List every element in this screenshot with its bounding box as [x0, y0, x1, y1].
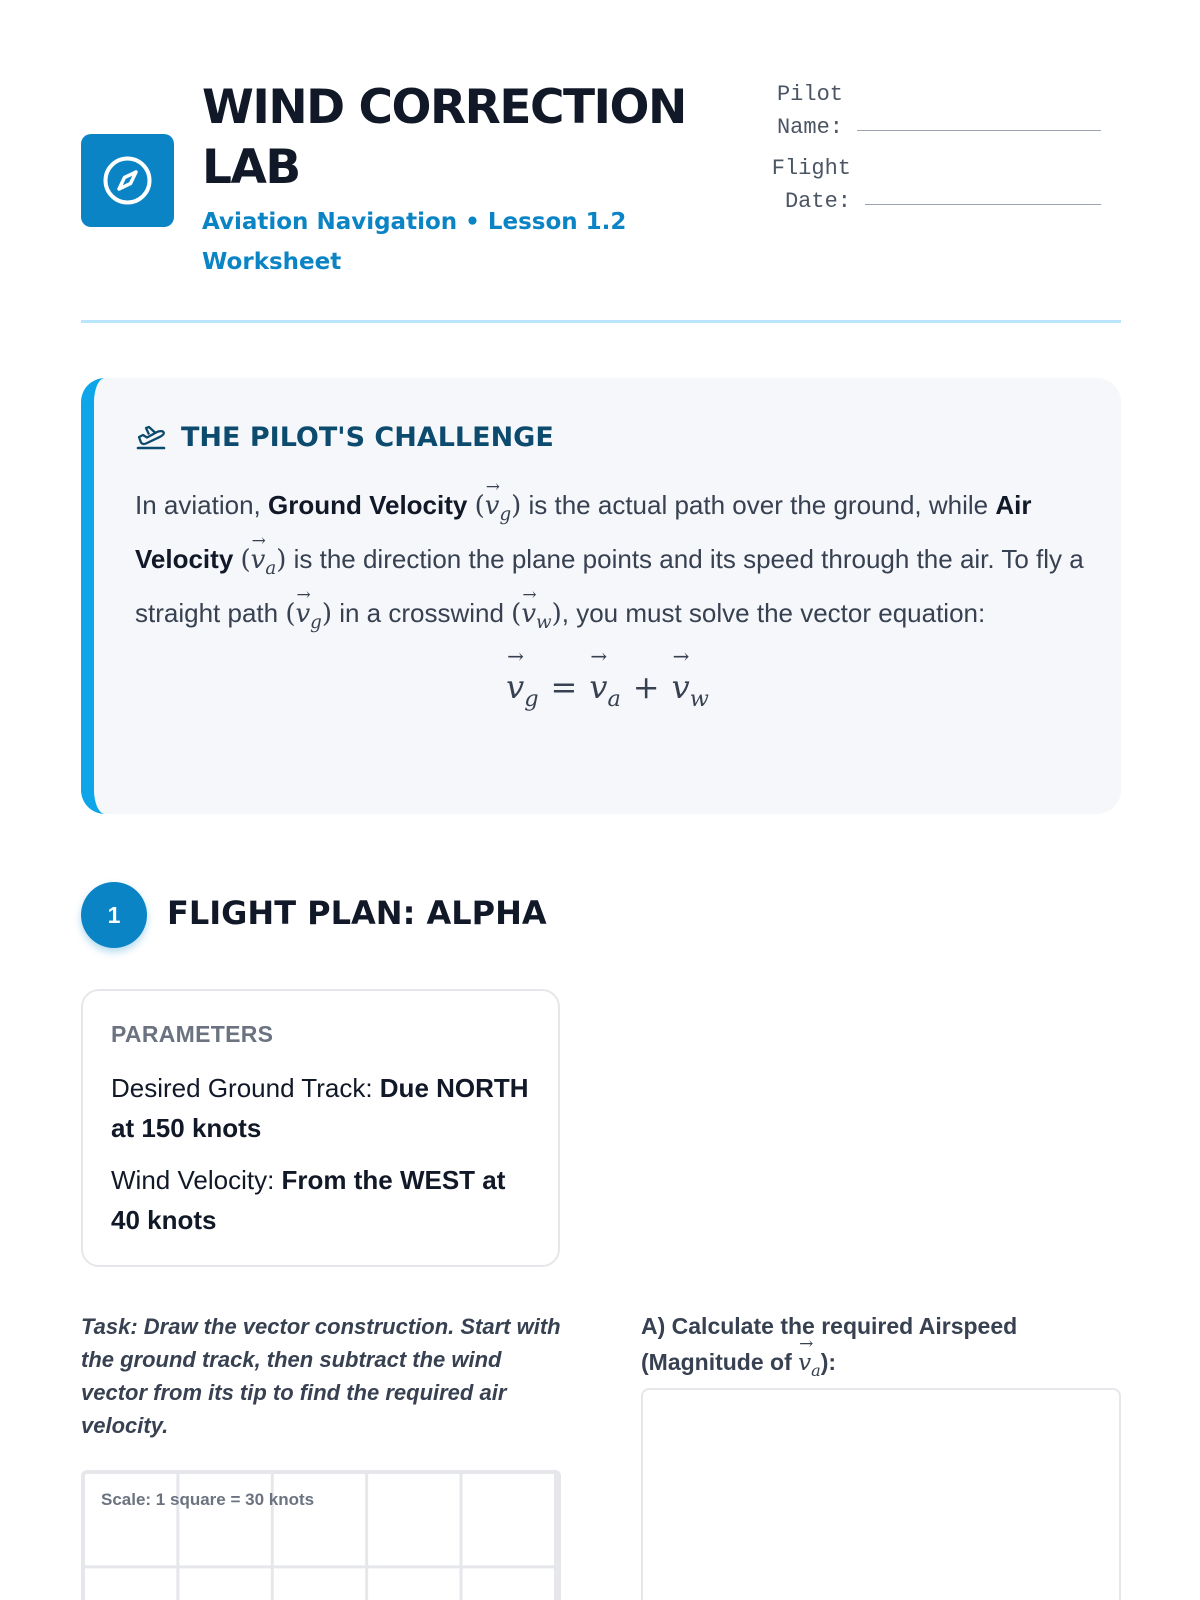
pilot-name-label: Pilot Name:: [776, 82, 843, 140]
vector-va: → v: [251, 535, 266, 586]
challenge-heading: [135, 422, 554, 453]
task-instructions: Task: Draw the vector construction. Start with the ground track, then subtract the wind vector from its tip to find the required air velocity.: [81, 1314, 561, 1438]
pilot-name-field[interactable]: [761, 78, 1101, 144]
pilot-challenge-card: [81, 378, 1121, 814]
drawing-grid[interactable]: [81, 1470, 561, 1600]
plane-departure-icon: [135, 423, 167, 453]
grid-scale-label: Scale: 1 square = 30 knots: [101, 1490, 315, 1509]
air-velocity-term: Air Velocity: [135, 490, 1032, 574]
challenge-text: In aviation, Ground Velocity (→ $v_g$) is the actual path over the ground, while Air Velocity (→ $v_a$) is the direction the plane points and its speed through the air. To fly a straight path (→ $v_g$) in a crosswind (→ $v_w$), you must solve the vector equation:: [135, 480, 1095, 642]
header-divider: [81, 320, 1121, 323]
section-number-badge: 1: [81, 882, 147, 948]
flight-date-field[interactable]: [769, 152, 1101, 218]
vector-vg: → v: [485, 481, 500, 532]
pilot-name-line[interactable]: [857, 130, 1101, 131]
section-title: FLIGHT PLAN: ALPHA: [167, 894, 547, 932]
vector-equation: → $v_g =\to v_a +\to v_w$: [94, 668, 1121, 706]
challenge-title: THE PILOT'S CHALLENGE: [181, 422, 554, 453]
parameters-heading: PARAMETERS: [111, 1021, 274, 1047]
ground-track-param: Desired Ground Track: Due NORTH at 150 knots: [111, 1073, 529, 1143]
ground-velocity-term: Ground Velocity: [267, 490, 468, 520]
flight-date-line[interactable]: [865, 204, 1101, 205]
page-title: WIND CORRECTION LAB: [202, 80, 686, 195]
answer-box-a[interactable]: [641, 1388, 1121, 1600]
page-subtitle: Aviation Navigation • Lesson 1.2 Worksheet: [202, 209, 627, 275]
worksheet-header: [81, 78, 1121, 328]
vector-vw: → v: [521, 589, 536, 640]
wind-velocity-param: Wind Velocity: From the WEST at 40 knots: [111, 1165, 506, 1235]
logo-badge: [81, 134, 174, 227]
vector-vg: → v: [295, 589, 310, 640]
question-a: A) Calculate the required Airspeed (Magnitude of → $v_a$):: [641, 1308, 1121, 1383]
parameters-card: [81, 989, 560, 1267]
flight-date-label: Flight Date:: [771, 156, 851, 214]
compass-icon: [102, 155, 153, 206]
